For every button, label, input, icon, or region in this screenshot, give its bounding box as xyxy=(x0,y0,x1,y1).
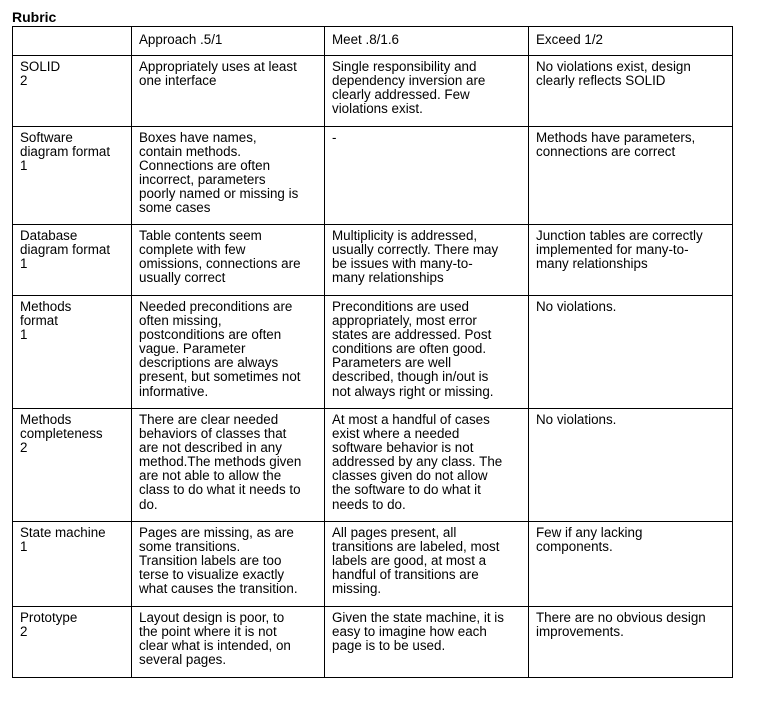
table-row-state-machine xyxy=(13,522,733,607)
table-row-prototype xyxy=(13,607,733,678)
exceed-cell: No violations. xyxy=(529,296,733,409)
table-row-methods-format xyxy=(13,296,733,409)
header-cell-meet: Meet .8/1.6 xyxy=(325,27,529,56)
header-cell-approach: Approach .5/1 xyxy=(132,27,325,56)
exceed-cell: No violations exist, design clearly reflects SOLID xyxy=(529,56,733,127)
meet-cell: All pages present, all transitions are labeled, most labels are good, at most a handful of transitions are missing. xyxy=(325,522,529,607)
meet-cell: Preconditions are used appropriately, most error states are addressed. Post conditions are often good. Parameters are well described, though in/out is not always right or missing. xyxy=(325,296,529,409)
header-cell-exceed: Exceed 1/2 xyxy=(529,27,733,56)
table-row-database-diagram xyxy=(13,225,733,296)
criterion-cell: State machine 1 xyxy=(13,522,132,607)
exceed-cell: Few if any lacking components. xyxy=(529,522,733,607)
header-cell-criterion xyxy=(13,27,132,56)
criterion-cell: Database diagram format 1 xyxy=(13,225,132,296)
criterion-cell: Prototype 2 xyxy=(13,607,132,678)
criterion-cell: Methods completeness 2 xyxy=(13,409,132,522)
approach-cell: Pages are missing, as are some transitions. Transition labels are too terse to visualize exactly what causes the transition. xyxy=(132,522,325,607)
meet-cell: - xyxy=(325,127,529,225)
criterion-cell: Methods format 1 xyxy=(13,296,132,409)
header-row xyxy=(13,27,733,56)
meet-cell: Multiplicity is addressed, usually correctly. There may be issues with many-to- many relationships xyxy=(325,225,529,296)
criterion-cell: SOLID 2 xyxy=(13,56,132,127)
page-title: Rubric xyxy=(12,9,57,25)
table-row-solid xyxy=(13,56,733,127)
exceed-cell: No violations. xyxy=(529,409,733,522)
approach-cell: Table contents seem complete with few omissions, connections are usually correct xyxy=(132,225,325,296)
exceed-cell: Methods have parameters, connections are correct xyxy=(529,127,733,225)
exceed-cell: Junction tables are correctly implemented for many-to- many relationships xyxy=(529,225,733,296)
approach-cell: Appropriately uses at least one interface xyxy=(132,56,325,127)
approach-cell: Boxes have names, contain methods. Connections are often incorrect, parameters poorly named or missing is some cases xyxy=(132,127,325,225)
criterion-cell: Software diagram format 1 xyxy=(13,127,132,225)
meet-cell: Given the state machine, it is easy to imagine how each page is to be used. xyxy=(325,607,529,678)
table-row-software-diagram xyxy=(13,127,733,225)
table-row-methods-completeness xyxy=(13,409,733,522)
rubric-table xyxy=(12,26,733,678)
exceed-cell: There are no obvious design improvements. xyxy=(529,607,733,678)
approach-cell: Layout design is poor, to the point where it is not clear what is intended, on several pages. xyxy=(132,607,325,678)
approach-cell: There are clear needed behaviors of classes that are not described in any method.The methods given are not able to allow the class to do what it needs to do. xyxy=(132,409,325,522)
meet-cell: Single responsibility and dependency inversion are clearly addressed. Few violations exist. xyxy=(325,56,529,127)
approach-cell: Needed preconditions are often missing, postconditions are often vague. Parameter descriptions are always present, but sometimes not informative. xyxy=(132,296,325,409)
meet-cell: At most a handful of cases exist where a needed software behavior is not addressed by any class. The classes given do not allow the software to do what it needs to do. xyxy=(325,409,529,522)
